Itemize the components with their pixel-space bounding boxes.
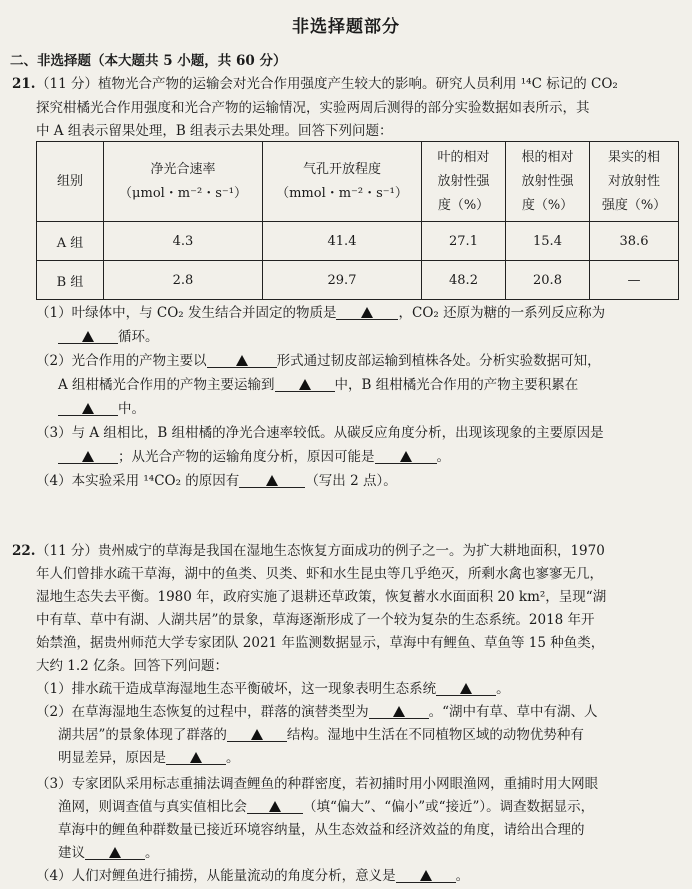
q22-intro-line-4: 中有草、草中有湖、人湖共居”的景象，草海逐渐形成了一个较为复杂的生态系统。2018 年开 [36, 612, 595, 628]
answer-blank[interactable] [247, 797, 303, 814]
answer-blank[interactable] [58, 399, 118, 416]
header-text-line: 组别 [56, 173, 83, 189]
table-header-cell [590, 142, 679, 222]
table-header-cell [37, 142, 104, 222]
table-header-cell [104, 142, 263, 222]
table-cell: A 组 [37, 222, 104, 261]
q21-intro-line-1: （11 分）植物光合产物的运输会对光合作用强度产生较大的影响。研究人员利用 ¹⁴C 标记的 CO₂ [36, 76, 618, 92]
header-text-line: 果实的相 [607, 149, 660, 165]
q22-sub3-text-e: 建议 [58, 845, 85, 861]
q21-sub1-line-2 [58, 327, 159, 347]
triangle-icon [82, 403, 94, 414]
q22-sub3-text-b: 渔网，则调查值与真实值相比会 [58, 799, 247, 815]
q21-sub1-line-1 [36, 303, 605, 323]
table-cell: 38.6 [590, 222, 679, 261]
answer-blank[interactable] [85, 843, 145, 860]
table-header-cell [422, 142, 506, 222]
answer-blank[interactable] [396, 866, 456, 883]
answer-blank[interactable] [436, 679, 496, 696]
triangle-icon [109, 847, 121, 858]
q22-sub2-text-c: 湖共居”的景象体现了群落的 [58, 727, 227, 743]
answer-blank[interactable] [227, 725, 287, 742]
answer-blank[interactable] [336, 303, 398, 320]
q21-sub2-text-b: 形式通过韧皮部运输到植株各处。分析实验数据可知， [276, 353, 601, 369]
q22-sub4-text-b: 。 [455, 868, 470, 884]
table-cell: 2.8 [104, 261, 263, 300]
triangle-icon [299, 379, 311, 390]
q22-number: 22. [12, 543, 36, 559]
q22-sub3-text-f: 。 [145, 845, 159, 861]
q21-sub2-text-c: A 组柑橘光合作用的产物主要运输到 [58, 377, 275, 393]
q21-sub2-text-d: 中，B 组柑橘光合作用的产物主要积累在 [334, 377, 579, 393]
header-text-line: 度（%） [521, 197, 574, 213]
q22-sub4-line [36, 866, 469, 886]
table-cell: 29.7 [263, 261, 422, 300]
q22-intro-line-3: 湿地生态失去平衡。1980 年，政府实施了退耕还草政策，恢复蓄水水面面积 20 km²，呈现“湖 [36, 589, 607, 605]
q22-sub1-text-b: 。 [496, 681, 510, 697]
triangle-icon [236, 355, 248, 366]
q22-sub2-text-a: （2）在草海湿地生态恢复的过程中，群落的演替类型为 [36, 704, 369, 720]
q22-sub3-line-2 [58, 797, 594, 817]
q22-sub2-line-2 [58, 725, 584, 745]
table-cell: 48.2 [422, 261, 506, 300]
answer-blank[interactable] [239, 471, 305, 488]
table-header-row [37, 142, 679, 222]
triangle-icon [460, 683, 472, 694]
q21-number: 21. [12, 76, 36, 92]
q22-intro-line-1: （11 分）贵州威宁的草海是我国在湿地生态恢复方面成功的例子之一。为扩大耕地面积，1970 [36, 543, 605, 559]
q22-sub2-text-f: 。 [226, 750, 240, 766]
header-text-line: （mmol・m⁻²・s⁻¹） [276, 185, 408, 201]
triangle-icon [266, 475, 278, 486]
table-header-cell [263, 142, 422, 222]
triangle-icon [361, 307, 373, 318]
table-cell: 20.8 [506, 261, 590, 300]
triangle-icon [393, 706, 405, 717]
q21-sub3-line-1: （3）与 A 组相比，B 组柑橘的净光合速率较低。从碳反应角度分析，出现该现象的主要原因是 [36, 425, 604, 441]
q22-intro-line-5: 始禁渔，据贵州师范大学专家团队 2021 年监测数据显示，草海中有鲤鱼、草鱼等 15 种鱼类， [36, 635, 605, 651]
q21-sub2-line-1 [36, 351, 601, 371]
header-text-line: 净光合速率 [150, 161, 216, 177]
header-text-line: 度（%） [437, 197, 490, 213]
page-title: 非选择题部分 [292, 17, 400, 37]
triangle-icon [82, 451, 94, 462]
answer-blank[interactable] [58, 447, 118, 464]
header-text-line: 根的相对 [521, 149, 574, 165]
q21-sub1-text-a: （1）叶绿体中，与 CO₂ 发生结合并固定的物质是 [36, 305, 337, 321]
table-cell: — [590, 261, 679, 300]
q21-sub4-line [36, 471, 397, 491]
q22-sub2-text-d: 结构。湿地中生活在不同植物区域的动物优势种有 [286, 727, 584, 743]
q21-sub3-text-b: ；从光合产物的运输角度分析，原因可能是 [118, 449, 375, 465]
answer-blank[interactable] [369, 702, 429, 719]
q21-sub2-line-3 [58, 399, 145, 419]
table-cell: 27.1 [422, 222, 506, 261]
q21-sub1-text-c: 循环。 [118, 329, 159, 345]
q21-sub2-text-a: （2）光合作用的产物主要以 [36, 353, 207, 369]
q21-sub4-text-b: （写出 2 点）。 [305, 473, 397, 489]
table-cell: 4.3 [104, 222, 263, 261]
q21-sub2-text-e: 中。 [118, 401, 145, 417]
q22-intro-line-2: 年人们曾排水疏干草海，湖中的鱼类、贝类、虾和水生昆虫等几乎绝灭，所剩水禽也寥寥无几， [36, 566, 603, 582]
triangle-icon [269, 801, 281, 812]
header-text-line: 放射性强 [521, 173, 574, 189]
section-heading: 二、非选择题（本大题共 5 小题，共 60 分） [10, 53, 287, 69]
triangle-icon [251, 729, 263, 740]
q21-sub4-text-a: （4）本实验采用 ¹⁴CO₂ 的原因有 [36, 473, 240, 489]
q22-sub2-text-e: 明显差异，原因是 [58, 750, 166, 766]
table-row [37, 261, 679, 300]
table-row [37, 222, 679, 261]
q21-intro-line-3: 中 A 组表示留果处理，B 组表示去果处理。回答下列问题： [36, 123, 393, 139]
answer-blank[interactable] [166, 748, 226, 765]
q21-sub2-line-2 [58, 375, 578, 395]
table-cell: B 组 [37, 261, 104, 300]
header-text-line: 放射性强 [437, 173, 490, 189]
table-header-cell [506, 142, 590, 222]
q21-sub3-line-2 [58, 447, 450, 467]
answer-blank[interactable] [275, 375, 335, 392]
q22-sub1-text-a: （1）排水疏干造成草海湿地生态平衡破坏，这一现象表明生态系统 [36, 681, 437, 697]
q22-sub3-text-c: （填“偏大”、“偏小”或“接近”）。调查数据显示， [303, 799, 595, 815]
q21-sub1-text-b: ，CO₂ 还原为糖的一系列反应称为 [398, 305, 606, 321]
q22-sub3-line-1: （3）专家团队采用标志重捕法调查鲤鱼的种群密度，若初捕时用小网眼渔网，重捕时用大网眼 [36, 776, 599, 792]
q22-sub2-line-1 [36, 702, 598, 722]
q21-data-table [36, 141, 679, 300]
q21-intro-line-2: 探究柑橘光合作用强度和光合产物的运输情况，实验两周后测得的部分实验数据如表所示，其 [36, 100, 590, 116]
table-cell: 15.4 [506, 222, 590, 261]
q22-intro-line-6: 大约 1.2 亿条。回答下列问题： [36, 658, 229, 674]
answer-blank[interactable] [375, 447, 437, 464]
q22-sub3-line-3: 草海中的鲤鱼种群数量已接近环境容纳量，从生态效益和经济效益的角度，请给出合理的 [58, 822, 585, 838]
triangle-icon [420, 870, 432, 881]
triangle-icon [400, 451, 412, 462]
table-cell: 41.4 [263, 222, 422, 261]
q22-sub2-text-b: 。“湖中有草、草中有湖、人 [428, 704, 598, 720]
answer-blank[interactable] [58, 327, 118, 344]
answer-blank[interactable] [207, 351, 277, 368]
q22-sub2-line-3 [58, 748, 240, 768]
triangle-icon [190, 752, 202, 763]
header-text-line: 叶的相对 [437, 149, 490, 165]
header-text-line: 强度（%） [601, 197, 667, 213]
header-text-line: （μmol・m⁻²・s⁻¹） [119, 185, 247, 201]
triangle-icon [82, 331, 94, 342]
q22-sub4-text-a: （4）人们对鲤鱼进行捕捞，从能量流动的角度分析，意义是 [36, 868, 396, 884]
q22-sub3-line-4 [58, 843, 159, 863]
header-text-line: 气孔开放程度 [302, 161, 381, 177]
q21-sub3-text-c: 。 [436, 449, 450, 465]
q22-sub1-line [36, 679, 510, 699]
header-text-line: 对放射性 [607, 173, 660, 189]
